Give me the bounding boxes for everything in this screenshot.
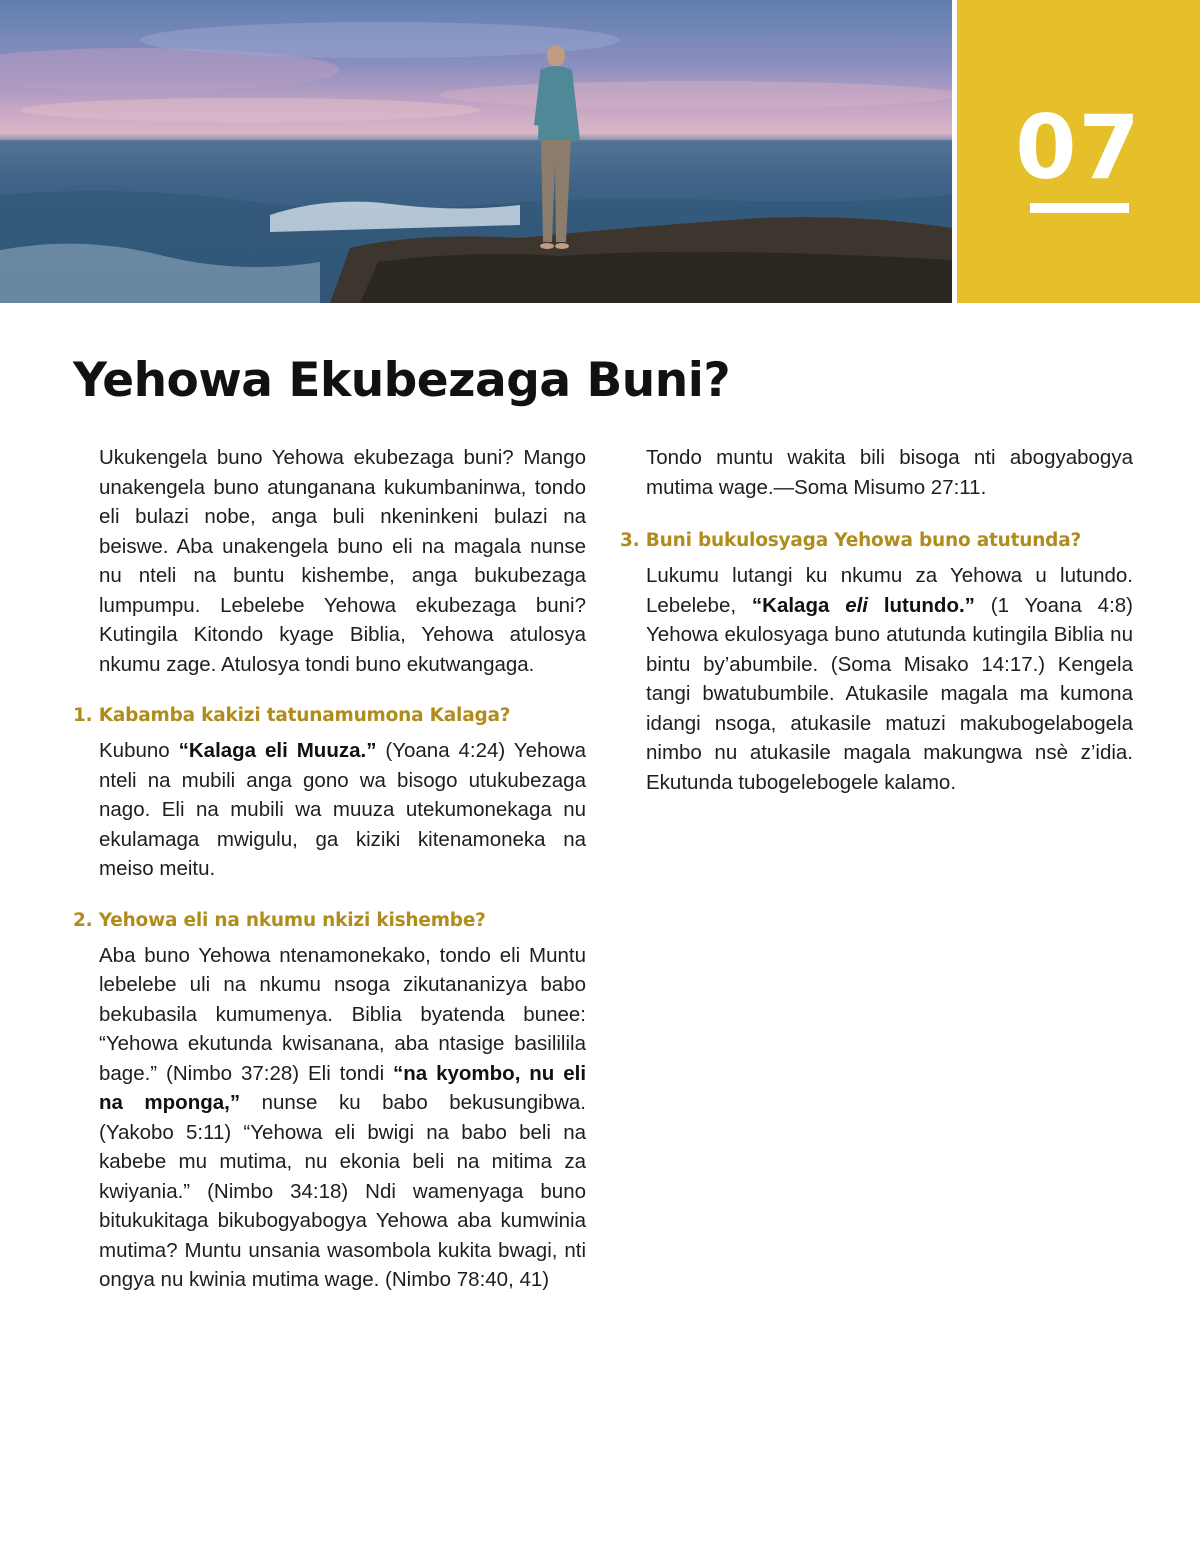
section-2-bold-quote: “na kyombo, nu eli na mponga,” [99, 1061, 587, 1114]
section-3-paragraph: Lukumu lutangi ku nkumu za Yehowa u lutundo. Lebelebe, “Kalaga eli lutundo.” (1 Yoana 4:8) Yehowa ekulosyaga buno atutunda kutingila Biblia nu bintu by’abumbile. (Soma Misako 14:17.) Kengela tangi bwatubumbile. Atukasile magala ma kumona idangi nsoga, atukasile matuzi makubogelabogela nimbo nu atukasile magala makungwa nsè z’idia. Ekutunda tubogelebogele kalamo. [646, 564, 1133, 794]
section-3-bold-quote: “Kalaga eli lutundo.” [751, 593, 975, 617]
section-1-paragraph: Kubuno “Kalaga eli Muuza.” (Yoana 4:24) Yehowa nteli na mubili anga gono wa bisogo utukubezaga nago. Eli na mubili wa muuza utekumonekaga nu ekulamaga mwigulu, ga kiziki kitenamoneka na meiso meitu. [99, 739, 586, 880]
hero-illustration [0, 0, 952, 303]
section-1-bold-quote: “Kalaga eli Muuza.” [178, 739, 377, 762]
badge-underline [1030, 203, 1129, 213]
lesson-number: 07 [1015, 96, 1142, 199]
page-title: Yehowa Ekubezaga Buni? [73, 353, 731, 408]
section-2-paragraph: Aba buno Yehowa ntenamonekako, tondo eli Muntu lebelebe uli na nkumu nsoga zikutananizya babo bekubasila kumumenya. Biblia byatenda bunee: “Yehowa ekutunda kwisanana, aba ntasige basililila bage.” (Nimbo 37:28) Eli tondi “na kyombo, nu eli na mponga,” nunse ku babo bekusungibwa. (Yakobo 5:11) “Yehowa eli bwigi na babo beli na kabebe mu mutima, nu ekonia beli na mitima za kwiyania.” (Nimbo 34:18) Ndi wamenyaga buno bitukukitaga bikubogyabogya Yehowa aba kumwinia mutima? Muntu unsania wasombola kukita bwagi, nti ongya nu kwinia mutima wage. (Nimbo 78:40, 41) [99, 943, 587, 1291]
hero-photo [0, 0, 952, 303]
right-column [620, 443, 1133, 797]
lesson-badge [957, 0, 1200, 303]
section-1-heading: 1. Kabamba kakizi tatunamumona Kalaga? [73, 705, 511, 726]
section-2-heading: 2. Yehowa eli na nkumu nkizi kishembe? [73, 909, 486, 931]
intro-paragraph: Ukukengela buno Yehowa ekubezaga buni? Mango unakengela buno atunganana kukumbaninwa, tondo eli bulazi nobe, anga buli nkeninkeni bulazi na beiswe. Aba unakengela buno eli na magala nunse nu nteli na buntu kishembe, anga bukubezaga lumpumpu. Lebelebe Yehowa ekubezaga buni? Kutingila Kitondo kyage Biblia, Yehowa atulosya nkumu zage. Atulosya tondi buno ekutwangaga. [99, 446, 586, 676]
left-column [73, 443, 586, 1295]
section-3-heading: 3. Buni bukulosyaga Yehowa buno atutunda? [620, 530, 1082, 551]
section-2-paragraph-continued: Tondo muntu wakita bili bisoga nti abogyabogya mutima wage.—Soma Misumo 27:11. [646, 446, 1133, 499]
